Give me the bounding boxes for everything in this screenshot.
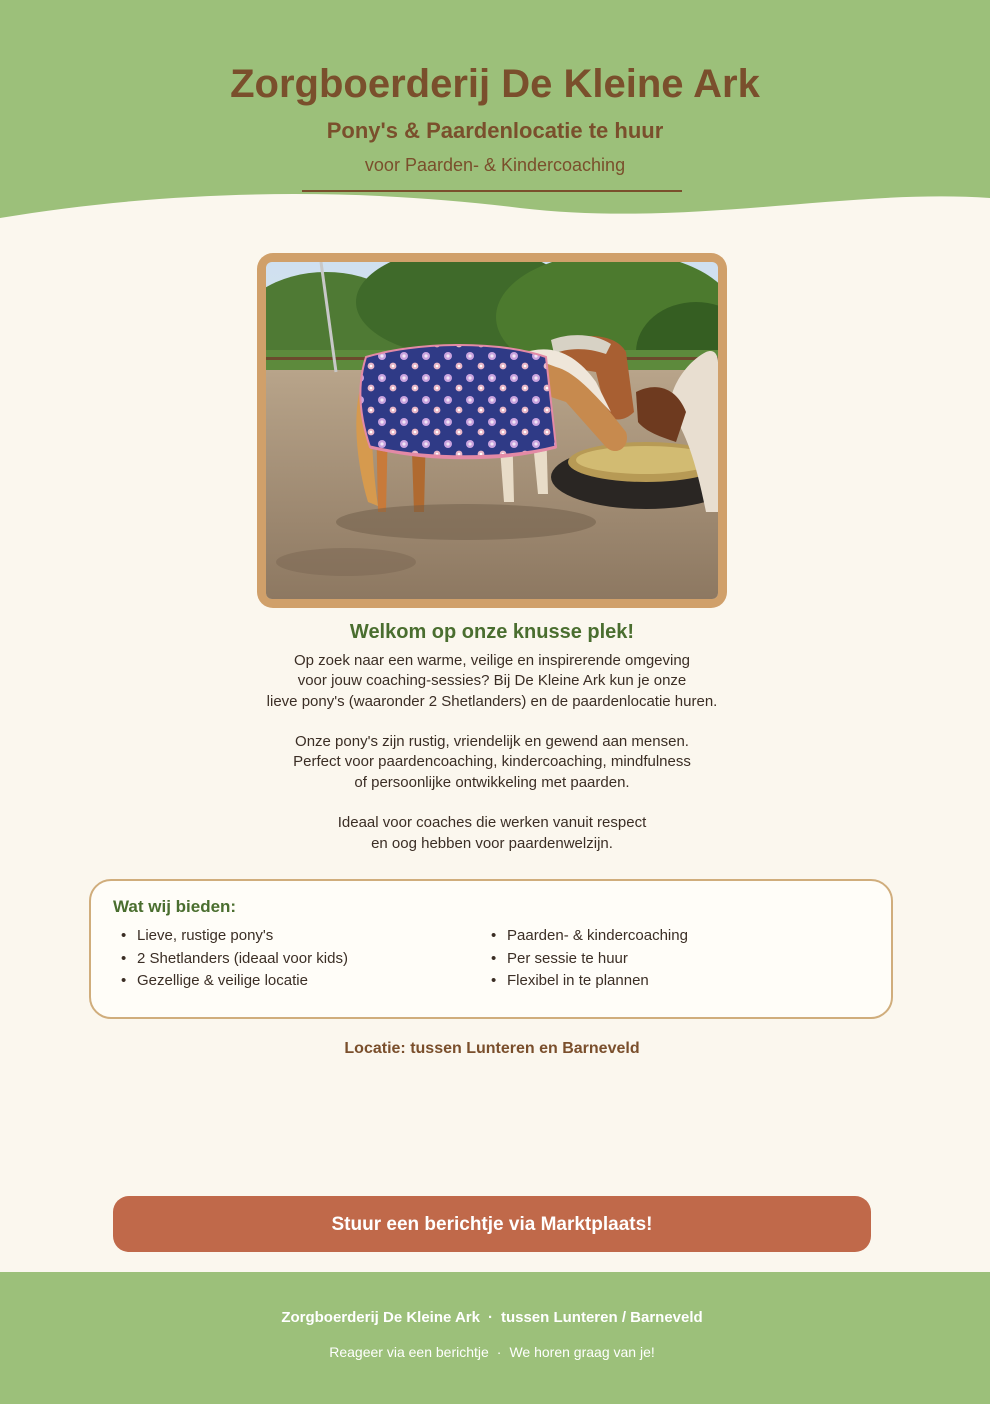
page-title: Zorgboerderij De Kleine Ark — [230, 62, 760, 106]
offer-list-left — [121, 925, 348, 993]
offer-item: • Gezellige & veilige locatie — [121, 970, 348, 993]
photo-frame — [257, 253, 727, 608]
intro-line: Op zoek naar een warme, veilige en inspirerende omgeving — [293, 652, 691, 669]
offer-item: • Lieve, rustige pony's — [121, 925, 348, 948]
intro-line: Ideaal voor coaches die werken vanuit respect — [337, 814, 647, 832]
intro-paragraph — [0, 813, 984, 854]
footer-hear: We horen graag van je! — [509, 1344, 655, 1360]
footer-area: tussen Lunteren / Barneveld — [500, 1309, 703, 1326]
intro-line: of persoonlijke ontwikkeling met paarden. — [354, 773, 630, 791]
offer-item: • Flexibel in te plannen — [491, 970, 688, 993]
header-wave-divider — [0, 180, 990, 230]
intro-text — [0, 651, 984, 874]
intro-line: Perfect voor paardencoaching, kindercoaching, mindfulness — [293, 753, 691, 771]
page-subtitle: Pony's & Paardenlocatie te huur — [326, 118, 664, 143]
intro-paragraph — [0, 732, 984, 793]
offer-list-right — [491, 925, 688, 993]
offer-box — [89, 879, 893, 1019]
header-divider — [302, 190, 682, 192]
intro-line: voor jouw coaching-sessies? Bij De Kleine Ark kun je onze — [297, 672, 687, 690]
intro-line: lieve pony's (waaronder 2 Shetlanders) en de paardenlocatie huren. — [266, 692, 718, 710]
footer — [0, 1272, 990, 1404]
footer-respond: Reageer via een berichtje — [329, 1344, 489, 1360]
intro-paragraph — [0, 651, 984, 712]
intro-line: en oog hebben voor paardenwelzijn. — [371, 834, 613, 852]
footer-separator: · — [496, 1344, 502, 1360]
footer-farm-name: Zorgboerderij De Kleine Ark — [281, 1309, 480, 1326]
footer-note-line — [0, 1344, 984, 1360]
page-tagline: voor Paarden- & Kindercoaching — [364, 155, 626, 175]
offer-item: • Paarden- & kindercoaching — [491, 925, 688, 948]
offer-item: • 2 Shetlanders (ideaal voor kids) — [121, 948, 348, 971]
intro-line: Onze pony's zijn rustig, vriendelijk en gewend aan mensen. — [295, 733, 689, 751]
welcome-heading: Welkom op onze knusse plek! — [349, 621, 635, 643]
page-edge — [990, 0, 996, 1404]
ponies-photo — [266, 262, 718, 599]
marktplaats-message-button[interactable]: Stuur een berichtje via Marktplaats! — [113, 1196, 871, 1252]
header-banner — [0, 0, 990, 230]
ponies-illustration — [266, 262, 718, 599]
footer-contact-line — [0, 1309, 984, 1326]
offer-item: • Per sessie te huur — [491, 948, 688, 971]
footer-separator: · — [487, 1309, 493, 1326]
location-text: Locatie: tussen Lunteren en Barneveld — [344, 1040, 640, 1057]
offer-title: Wat wij bieden: — [113, 897, 237, 916]
